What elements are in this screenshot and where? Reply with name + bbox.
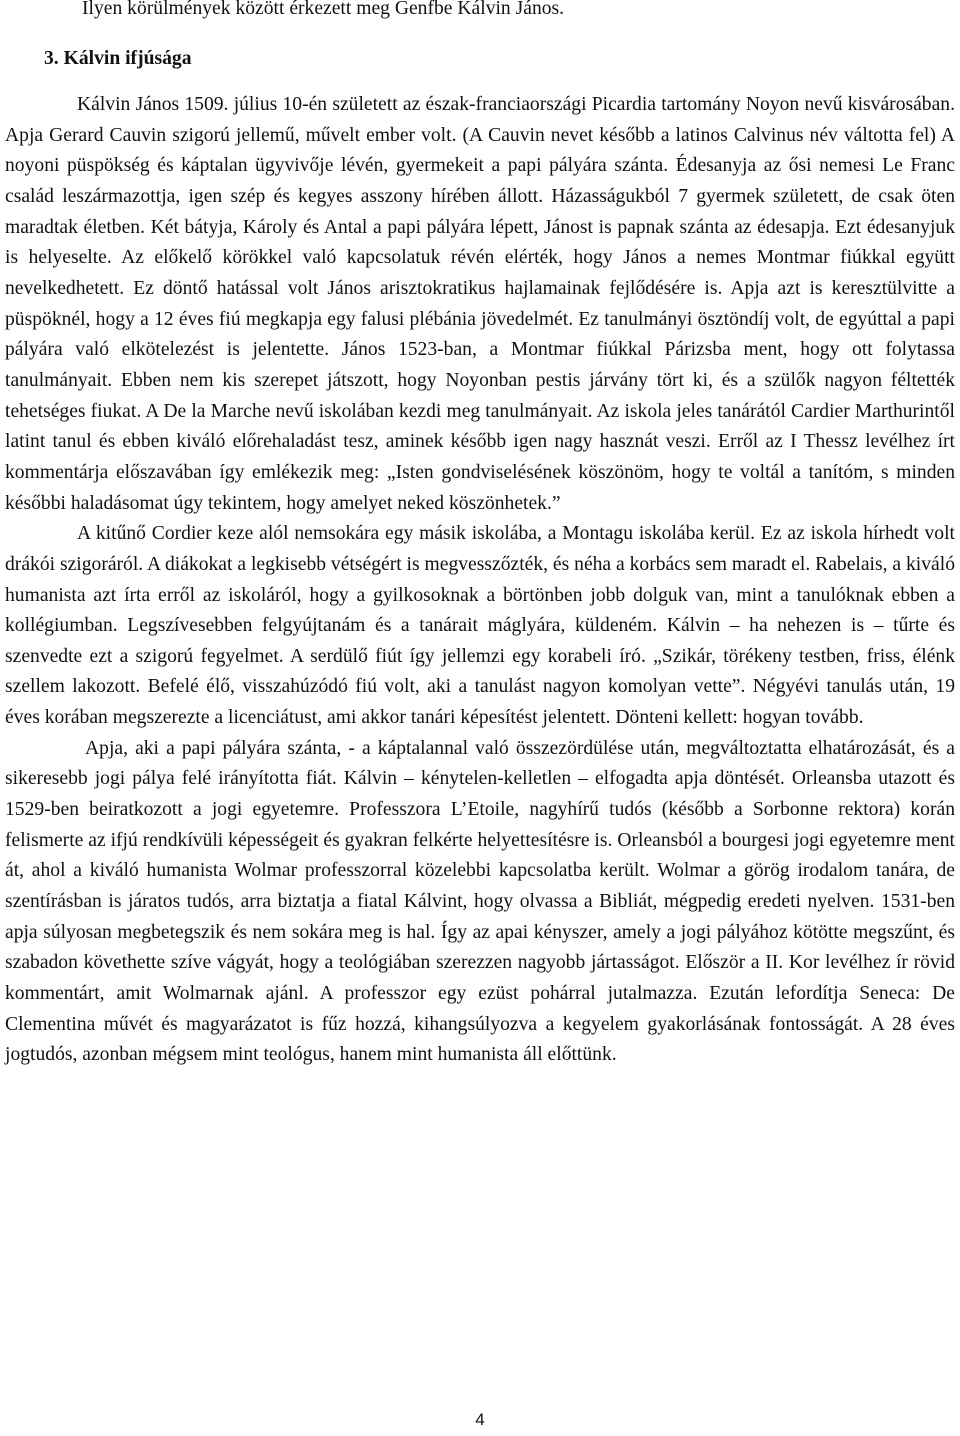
paragraph: A kitűnő Cordier keze alól nemsokára egy másik iskolába, a Montagu iskolába kerül. Ez az iskola hírhedt volt drákói szigoráról. A diákokat a legkisebb vétségért is megvesszőzték, és néha a korbács sem maradt el. Rabelais, a kiváló humanista azt írta erről az iskoláról, hogy a gyilkosoknak a börtönben jobb dolguk van, mint a tanulóknak ebben a kollégiumban. Legszívesebben felgyújtanám és a tanárait máglyára, küldeném. Kálvin – ha nehezen is – tűrte és szenvedte ezt a szigorú fegyelmet. A serdülő fiút így jellemzi egy korabeli író. „Szikár, törékeny testben, friss, élénk szellem lakozott. Befelé élő, visszahúzódó fiú volt, aki a tanulást nagyon komolyan vette”. Négyévi tanulás után, 19 éves korában megszerezte a licenciátust, ami akkor tanári képesítést jelentett. Dönteni kellett: hogyan tovább.: [5, 523, 955, 729]
page-number: 4: [475, 1410, 485, 1429]
document-body: [5, 90, 955, 1071]
section-heading: 3. Kálvin ifjúsága: [44, 48, 192, 69]
intro-sentence: Ilyen körülmények között érkezett meg Genfbe Kálvin János.: [82, 0, 565, 19]
paragraph: Kálvin János 1509. július 10-én született az észak-franciaországi Picardia tartomány Noyon nevű kisvárosában. Apja Gerard Cauvin szigorú jellemű, művelt ember volt. (A Cauvin nevet később a latinos Calvinus név váltotta fel) A noyoni püspökség és káptalan ügyvivője lévén, gyermekeit a papi pályára szánta. Édesanyja az ősi nemesi Le Franc család leszármazottja, igen szép és kegyes asszony hírében állott. Házasságukból 7 gyermek született, de csak öten maradtak életben. Két bátyja, Károly és Antal a papi pályára lépett, Jánost is papnak szánta az édesapja. Ezt édesanyjuk is helyeselte. Az előkelő körökkel való kapcsolatuk révén elérték, hogy János a nemes Montmar fiúkkal együtt nevelkedhetett. Ez döntő hatással volt János arisztokratikus hajlamainak fejlődésére is. Apja azt is keresztülvitte a püspöknél, hogy a 12 éves fiú megkapja egy falusi plébánia jövedelmét. Ez tanulmányi ösztöndíj volt, de egyúttal a papi pályára való elkötelezést is jelentette. János 1523-ban, a Montmar fiúkkal Párizsba ment, hogy ott folytassa tanulmányait. Ebben nem kis szerepet játszott, hogy Noyonban pestis járvány tört ki, és a szülők nagyon féltették tehetséges fiukat. A De la Marche nevű iskolában kezdi meg tanulmányait. Az iskola jeles tanárától Cardier Marthurintől latint tanul és ebben kiváló előrehaladást tesz, aminek később igen nagy hasznát veszi. Erről az I Thessz levélhez írt kommentárja előszavában így emlékezik meg: „Isten gondviselésének köszönöm, hogy te voltál a tanítóm, s minden későbbi haladásomat úgy tekintem, hogy amelyet neked köszönhetek.”: [5, 94, 955, 514]
paragraph: Apja, aki a papi pályára szánta, - a káptalannal való összezördülése után, megváltoztatta elhatározását, és a sikeresebb jogi pálya felé irányította fiát. Kálvin – kénytelen-kelletlen – elfogadta apja döntését. Orleansba utazott és 1529-ben beiratkozott a jogi egyetemre. Professzora L’Etoile, nagyhírű tudós (később a Sorbonne rektora) korán felismerte az ifjú rendkívüli képességeit és gyakran felkérte helyettesítésre is. Orleansból a bourgesi jogi egyetemre ment át, ahol a kiváló humanista Wolmar professzorral közelebbi kapcsolatba került. Wolmar a görög irodalom tanára, de szentírásban is járatos tudós, arra biztatja a fiatal Kálvint, hogy olvassa a Bibliát, mégpedig eredeti nyelven. 1531-ben apja súlyosan megbetegszik és nem sokára meg is hal. Így az apai kényszer, amely a jogi pályához kötötte megszűnt, és szabadon követhette szíve vágyát, hogy a teológiában szerezzen nagyobb jártasságot. Először a II. Kor levélhez ír rövid kommentárt, amit Wolmarnak ajánl. A professzor egy ezüst pohárral jutalmazza. Ezután lefordítja Seneca: De Clementina művét és magyarázatot is fűz hozzá, kihangsúlyozva a kegyelem gyakorlásának fontosságát. A 28 éves jogtudós, azonban mégsem mint teológus, hanem mint humanista áll előttünk.: [5, 737, 955, 1066]
